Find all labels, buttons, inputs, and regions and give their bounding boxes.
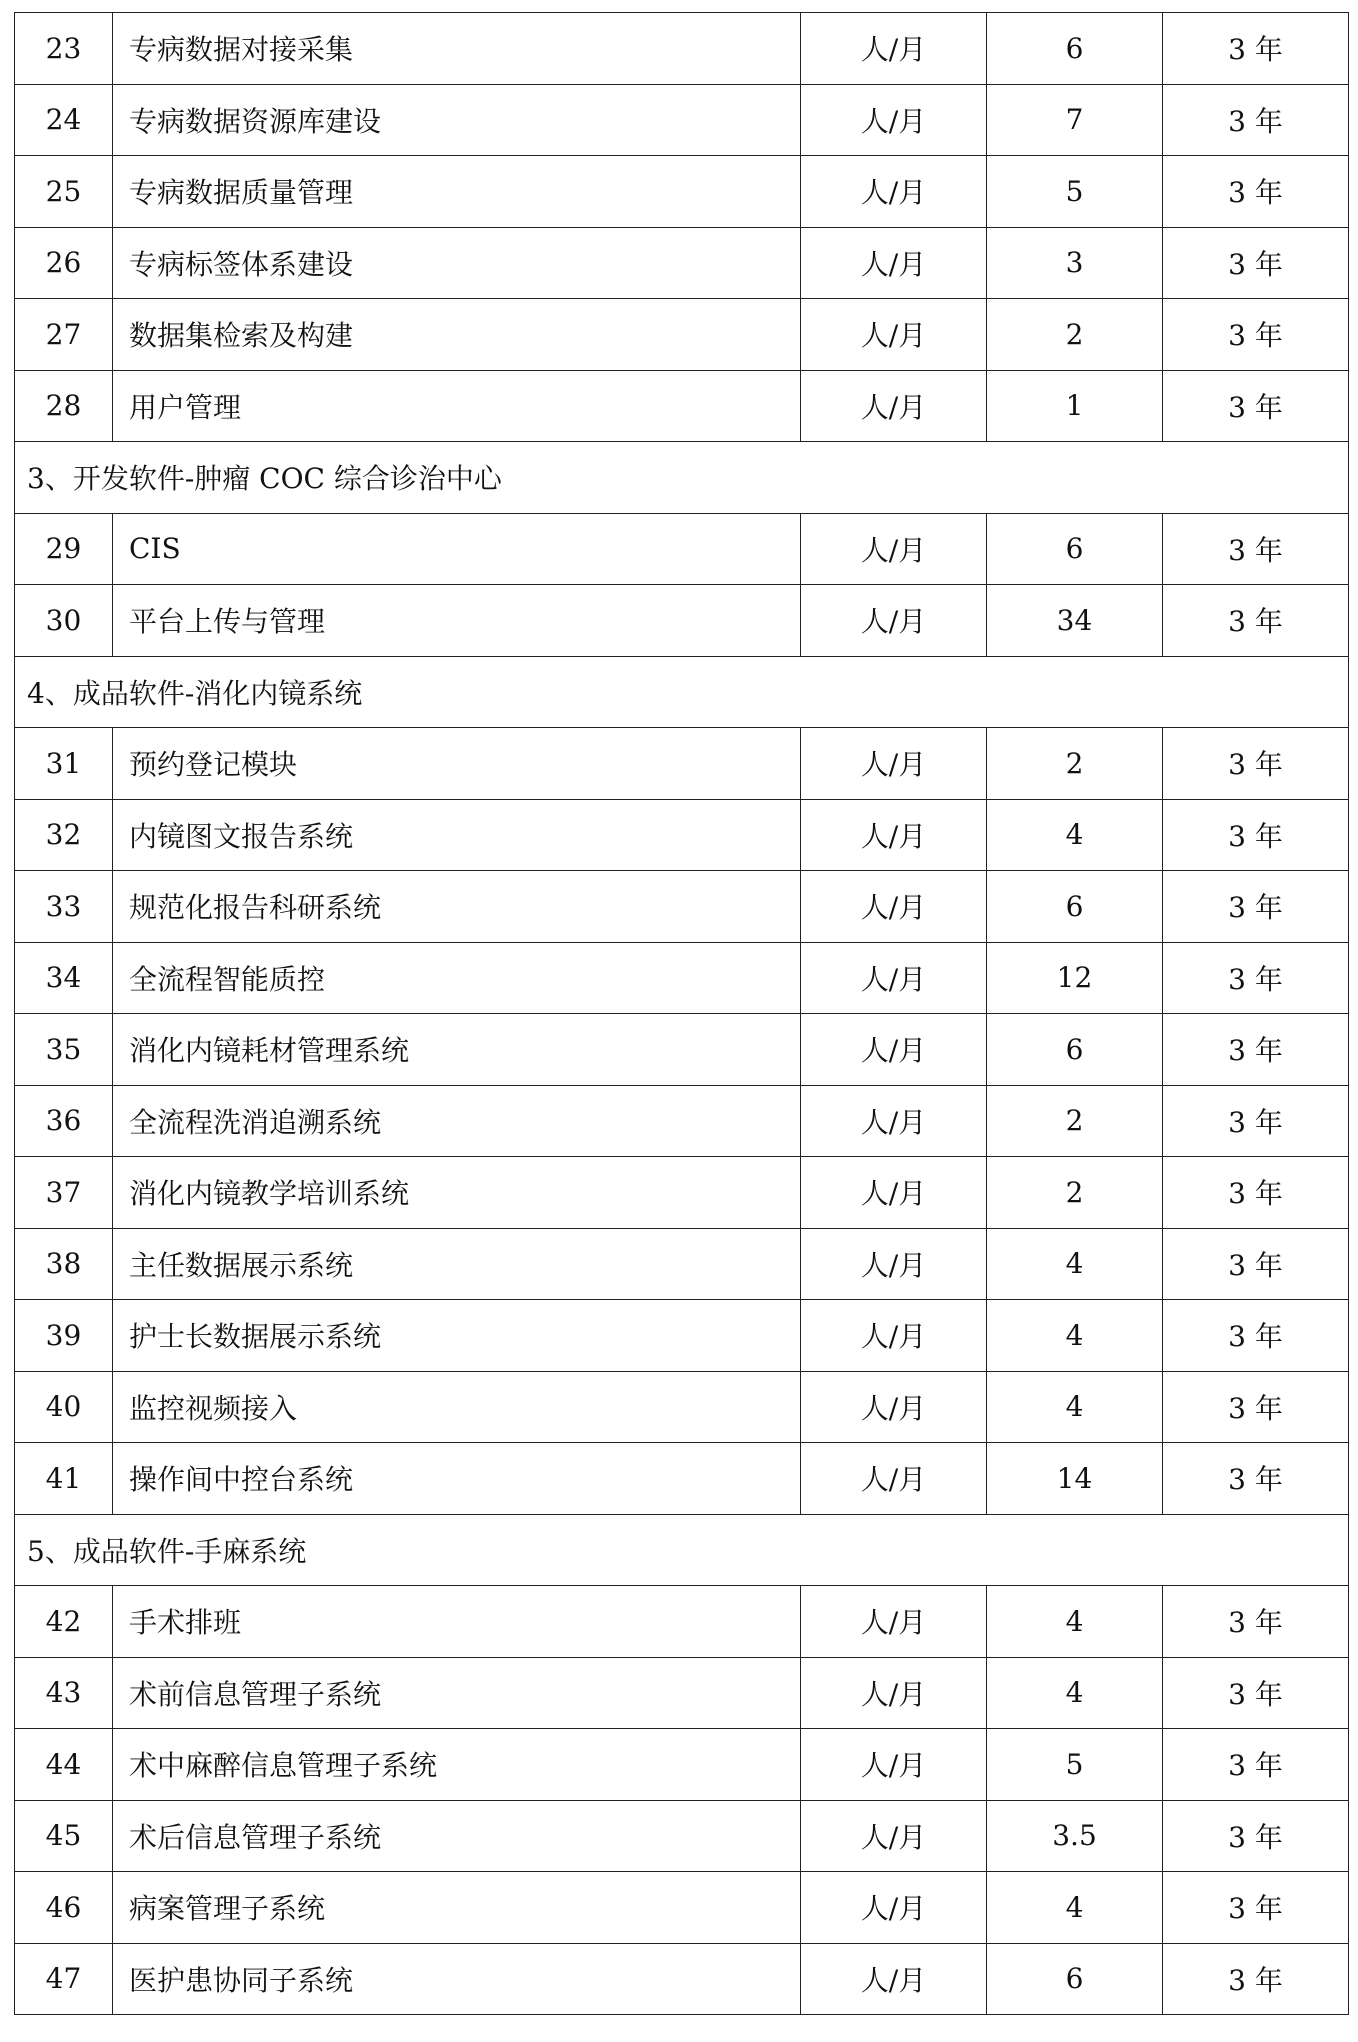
item-period: 3 年 bbox=[1163, 227, 1349, 299]
table-row bbox=[15, 156, 1349, 228]
item-period: 3 年 bbox=[1163, 1586, 1349, 1658]
item-quantity: 7 bbox=[987, 84, 1163, 156]
item-period: 3 年 bbox=[1163, 513, 1349, 585]
item-period: 3 年 bbox=[1163, 1300, 1349, 1372]
item-number: 38 bbox=[15, 1228, 113, 1300]
item-name: 数据集检索及构建 bbox=[113, 299, 801, 371]
item-name: 消化内镜耗材管理系统 bbox=[113, 1014, 801, 1086]
table-row bbox=[15, 1657, 1349, 1729]
item-quantity: 34 bbox=[987, 585, 1163, 657]
item-quantity: 4 bbox=[987, 1657, 1163, 1729]
item-period: 3 年 bbox=[1163, 871, 1349, 943]
item-unit: 人/月 bbox=[801, 1228, 987, 1300]
item-unit: 人/月 bbox=[801, 1800, 987, 1872]
table-row bbox=[15, 513, 1349, 585]
software-item-table-wrapper bbox=[14, 12, 1348, 2015]
item-unit: 人/月 bbox=[801, 799, 987, 871]
table-row bbox=[15, 1729, 1349, 1801]
item-number: 35 bbox=[15, 1014, 113, 1086]
table-row bbox=[15, 1157, 1349, 1229]
item-number: 45 bbox=[15, 1800, 113, 1872]
item-quantity: 5 bbox=[987, 1729, 1163, 1801]
item-name: 医护患协同子系统 bbox=[113, 1943, 801, 2015]
item-number: 42 bbox=[15, 1586, 113, 1658]
item-quantity: 3.5 bbox=[987, 1800, 1163, 1872]
item-name: 监控视频接入 bbox=[113, 1371, 801, 1443]
item-quantity: 12 bbox=[987, 942, 1163, 1014]
item-number: 31 bbox=[15, 728, 113, 800]
item-unit: 人/月 bbox=[801, 1657, 987, 1729]
item-quantity: 4 bbox=[987, 1586, 1163, 1658]
item-unit: 人/月 bbox=[801, 585, 987, 657]
item-name: 专病数据对接采集 bbox=[113, 13, 801, 85]
item-unit: 人/月 bbox=[801, 1085, 987, 1157]
item-period: 3 年 bbox=[1163, 1943, 1349, 2015]
item-period: 3 年 bbox=[1163, 1872, 1349, 1944]
section-title: 3、开发软件-肿瘤 COC 综合诊治中心 bbox=[15, 442, 1349, 514]
item-number: 34 bbox=[15, 942, 113, 1014]
item-period: 3 年 bbox=[1163, 585, 1349, 657]
item-name: 全流程洗消追溯系统 bbox=[113, 1085, 801, 1157]
item-period: 3 年 bbox=[1163, 799, 1349, 871]
item-quantity: 6 bbox=[987, 513, 1163, 585]
table-row bbox=[15, 1943, 1349, 2015]
item-unit: 人/月 bbox=[801, 84, 987, 156]
item-name: CIS bbox=[113, 513, 801, 585]
item-number: 29 bbox=[15, 513, 113, 585]
table-body bbox=[15, 13, 1349, 2015]
table-row bbox=[15, 227, 1349, 299]
item-period: 3 年 bbox=[1163, 942, 1349, 1014]
item-number: 44 bbox=[15, 1729, 113, 1801]
item-quantity: 6 bbox=[987, 13, 1163, 85]
item-quantity: 2 bbox=[987, 299, 1163, 371]
item-name: 规范化报告科研系统 bbox=[113, 871, 801, 943]
table-row bbox=[15, 728, 1349, 800]
item-number: 32 bbox=[15, 799, 113, 871]
item-number: 26 bbox=[15, 227, 113, 299]
item-quantity: 2 bbox=[987, 1157, 1163, 1229]
item-period: 3 年 bbox=[1163, 1443, 1349, 1515]
section-header-row bbox=[15, 442, 1349, 514]
item-period: 3 年 bbox=[1163, 370, 1349, 442]
item-quantity: 4 bbox=[987, 799, 1163, 871]
item-quantity: 6 bbox=[987, 1014, 1163, 1086]
item-number: 39 bbox=[15, 1300, 113, 1372]
table-row bbox=[15, 1800, 1349, 1872]
item-name: 预约登记模块 bbox=[113, 728, 801, 800]
item-unit: 人/月 bbox=[801, 227, 987, 299]
item-name: 护士长数据展示系统 bbox=[113, 1300, 801, 1372]
item-unit: 人/月 bbox=[801, 299, 987, 371]
item-unit: 人/月 bbox=[801, 1943, 987, 2015]
table-row bbox=[15, 1586, 1349, 1658]
item-quantity: 6 bbox=[987, 871, 1163, 943]
table-row bbox=[15, 799, 1349, 871]
item-unit: 人/月 bbox=[801, 13, 987, 85]
item-number: 43 bbox=[15, 1657, 113, 1729]
item-name: 专病数据资源库建设 bbox=[113, 84, 801, 156]
item-name: 消化内镜教学培训系统 bbox=[113, 1157, 801, 1229]
item-period: 3 年 bbox=[1163, 156, 1349, 228]
item-period: 3 年 bbox=[1163, 1657, 1349, 1729]
item-unit: 人/月 bbox=[801, 1586, 987, 1658]
item-unit: 人/月 bbox=[801, 942, 987, 1014]
item-name: 平台上传与管理 bbox=[113, 585, 801, 657]
item-period: 3 年 bbox=[1163, 728, 1349, 800]
table-row bbox=[15, 585, 1349, 657]
item-number: 30 bbox=[15, 585, 113, 657]
item-name: 主任数据展示系统 bbox=[113, 1228, 801, 1300]
item-period: 3 年 bbox=[1163, 84, 1349, 156]
item-quantity: 5 bbox=[987, 156, 1163, 228]
item-unit: 人/月 bbox=[801, 1371, 987, 1443]
item-period: 3 年 bbox=[1163, 1014, 1349, 1086]
item-period: 3 年 bbox=[1163, 1371, 1349, 1443]
item-number: 46 bbox=[15, 1872, 113, 1944]
item-period: 3 年 bbox=[1163, 1729, 1349, 1801]
table-row bbox=[15, 942, 1349, 1014]
item-quantity: 14 bbox=[987, 1443, 1163, 1515]
item-unit: 人/月 bbox=[801, 370, 987, 442]
item-unit: 人/月 bbox=[801, 871, 987, 943]
item-unit: 人/月 bbox=[801, 1443, 987, 1515]
table-row bbox=[15, 1371, 1349, 1443]
item-quantity: 4 bbox=[987, 1371, 1163, 1443]
table-row bbox=[15, 84, 1349, 156]
item-number: 28 bbox=[15, 370, 113, 442]
section-title: 4、成品软件-消化内镜系统 bbox=[15, 656, 1349, 728]
item-number: 41 bbox=[15, 1443, 113, 1515]
item-period: 3 年 bbox=[1163, 13, 1349, 85]
item-number: 33 bbox=[15, 871, 113, 943]
item-unit: 人/月 bbox=[801, 1157, 987, 1229]
section-header-row bbox=[15, 1514, 1349, 1586]
item-name: 术后信息管理子系统 bbox=[113, 1800, 801, 1872]
table-row bbox=[15, 1872, 1349, 1944]
item-quantity: 4 bbox=[987, 1228, 1163, 1300]
item-quantity: 6 bbox=[987, 1943, 1163, 2015]
item-quantity: 2 bbox=[987, 728, 1163, 800]
item-name: 用户管理 bbox=[113, 370, 801, 442]
item-number: 23 bbox=[15, 13, 113, 85]
item-name: 操作间中控台系统 bbox=[113, 1443, 801, 1515]
table-row bbox=[15, 1443, 1349, 1515]
item-number: 27 bbox=[15, 299, 113, 371]
item-name: 手术排班 bbox=[113, 1586, 801, 1658]
item-unit: 人/月 bbox=[801, 1872, 987, 1944]
section-header-row bbox=[15, 656, 1349, 728]
item-quantity: 1 bbox=[987, 370, 1163, 442]
item-period: 3 年 bbox=[1163, 1157, 1349, 1229]
item-quantity: 4 bbox=[987, 1300, 1163, 1372]
item-name: 专病数据质量管理 bbox=[113, 156, 801, 228]
item-number: 36 bbox=[15, 1085, 113, 1157]
item-unit: 人/月 bbox=[801, 156, 987, 228]
item-number: 24 bbox=[15, 84, 113, 156]
item-number: 25 bbox=[15, 156, 113, 228]
table-row bbox=[15, 1228, 1349, 1300]
table-row bbox=[15, 1300, 1349, 1372]
item-name: 全流程智能质控 bbox=[113, 942, 801, 1014]
item-name: 术前信息管理子系统 bbox=[113, 1657, 801, 1729]
table-row bbox=[15, 1014, 1349, 1086]
table-row bbox=[15, 871, 1349, 943]
item-number: 37 bbox=[15, 1157, 113, 1229]
item-period: 3 年 bbox=[1163, 1228, 1349, 1300]
item-quantity: 2 bbox=[987, 1085, 1163, 1157]
section-title: 5、成品软件-手麻系统 bbox=[15, 1514, 1349, 1586]
item-name: 内镜图文报告系统 bbox=[113, 799, 801, 871]
table-row bbox=[15, 1085, 1349, 1157]
item-number: 47 bbox=[15, 1943, 113, 2015]
item-quantity: 3 bbox=[987, 227, 1163, 299]
item-unit: 人/月 bbox=[801, 728, 987, 800]
item-name: 专病标签体系建设 bbox=[113, 227, 801, 299]
item-period: 3 年 bbox=[1163, 1085, 1349, 1157]
item-name: 术中麻醉信息管理子系统 bbox=[113, 1729, 801, 1801]
item-unit: 人/月 bbox=[801, 1729, 987, 1801]
table-row bbox=[15, 13, 1349, 85]
table-row bbox=[15, 370, 1349, 442]
software-item-table bbox=[14, 12, 1349, 2015]
item-unit: 人/月 bbox=[801, 1300, 987, 1372]
item-number: 40 bbox=[15, 1371, 113, 1443]
item-period: 3 年 bbox=[1163, 1800, 1349, 1872]
item-name: 病案管理子系统 bbox=[113, 1872, 801, 1944]
item-unit: 人/月 bbox=[801, 1014, 987, 1086]
item-quantity: 4 bbox=[987, 1872, 1163, 1944]
item-unit: 人/月 bbox=[801, 513, 987, 585]
item-period: 3 年 bbox=[1163, 299, 1349, 371]
table-row bbox=[15, 299, 1349, 371]
